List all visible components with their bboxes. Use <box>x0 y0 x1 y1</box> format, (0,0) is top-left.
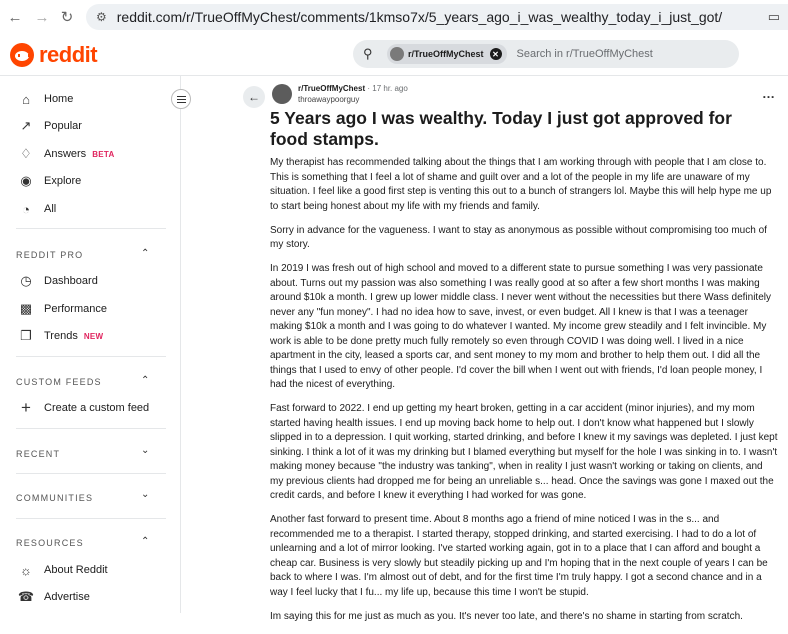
about-icon: ☼ <box>20 562 32 578</box>
subreddit-avatar[interactable] <box>272 84 292 104</box>
collapse-sidebar-button[interactable] <box>171 89 191 109</box>
post-author[interactable]: throawaypoorguy <box>298 95 360 104</box>
section-header-recent[interactable]: RECENT <box>16 449 61 459</box>
sidebar-item-answers[interactable] <box>18 143 115 165</box>
sidebar-item-popular[interactable] <box>18 115 82 137</box>
reddit-logo[interactable] <box>10 42 97 68</box>
sidebar-item-label: Answers <box>44 148 87 160</box>
section-header-resources[interactable]: RESOURCES <box>16 538 84 548</box>
sidebar-item-dashboard[interactable] <box>18 270 98 292</box>
post-paragraph: Im saying this for me just as much as you. It's never too late, and there's no shame in starting from scratch. <box>270 610 743 622</box>
divider <box>16 473 166 474</box>
beta-badge: BETA <box>92 149 115 159</box>
sidebar-item-trends[interactable] <box>18 325 103 347</box>
forward-arrow-icon[interactable]: → <box>34 8 50 26</box>
sidebar-item-label: Advertise <box>44 591 90 603</box>
chevron-down-icon[interactable]: ⌄ <box>141 445 150 456</box>
site-settings-icon[interactable]: ⚙ <box>96 10 107 24</box>
post-body <box>270 156 778 634</box>
brand-name: reddit <box>39 42 98 67</box>
search-bar[interactable] <box>353 40 739 68</box>
sidebar-item-about-reddit[interactable] <box>18 559 108 581</box>
sidebar-item-all[interactable] <box>18 198 56 220</box>
sidebar-item-label: All <box>44 203 57 215</box>
site-header <box>0 34 788 76</box>
reddit-snoo-icon <box>10 43 34 67</box>
back-button[interactable]: ← <box>243 86 265 108</box>
sidebar-item-label: Performance <box>44 303 107 315</box>
all-icon: ◔ <box>22 201 30 217</box>
dashboard-icon: ◷ <box>20 273 32 288</box>
cast-icon[interactable]: ▭ <box>767 9 780 24</box>
chevron-up-icon[interactable]: ⌃ <box>141 248 150 259</box>
sidebar-item-label: Home <box>44 93 74 105</box>
url-text: reddit.com/r/TrueOffMyChest/comments/1kmso7x/5_years_ago_i_was_wealthy_today_i_just_got/ <box>116 9 723 25</box>
home-icon: ⌂ <box>22 91 30 107</box>
section-header-reddit-pro[interactable]: REDDIT PRO <box>16 250 84 260</box>
divider <box>16 518 166 519</box>
advertise-icon: ☎ <box>17 589 35 604</box>
new-badge: NEW <box>83 331 104 341</box>
answers-icon: ♢ <box>20 146 32 161</box>
plus-icon: + <box>21 398 31 417</box>
post-paragraph: Another fast forward to present time. About 8 months ago a friend of mine noticed I was in the s... and recommended me to a therapist. I started therapy, stopped drinking, and started exercising. I had to do a lot of unlearning and a lot of mirror looking. I've started working again, got in to a place that I can afford and bought a cheap car. Business is very slowly but steadily picking up and I'm hoping that in the next couple of years I can be back to where I was. I'm almost out of debt, and for the first time I'm truly happy. I got a second chance and in a way I feel lucky that I fu... my life up, because this time I won't be stupid. <box>270 514 768 598</box>
sidebar-item-advertise[interactable] <box>18 586 90 608</box>
search-icon: ⚲ <box>363 46 373 61</box>
sidebar-item-label: Create a custom feed <box>44 402 150 414</box>
post-paragraph: Fast forward to 2022. I end up getting my heart broken, getting in a car accident (minor injuries), and my mom started having health issues. I end up moving back home to help out. I don't know what happened but I slowly slipped in to a depression. I quit working, started drinking, and before I knew it my savings was depleted. I just kept sinking. I think a lot of it was my drinking but I blamed everything but myself for the hole I was sinking in to. I wasn't making money because "the industry was tanking", when in reality I just wasn't working or taking on clients, and my previous clients had dropped me for being an unreliable s... head. Once the savings was gone I maxed out the credit cards, and before I knew it everything I had worked for was gone. <box>270 403 778 501</box>
more-options-icon[interactable]: … <box>762 86 776 101</box>
menu-icon <box>177 96 186 97</box>
post-paragraph: Sorry in advance for the vagueness. I want to stay as anonymous as possible without compromising too much of my story. <box>270 224 767 250</box>
sidebar-item-home[interactable] <box>18 88 73 110</box>
back-arrow-icon[interactable]: ← <box>7 8 23 26</box>
search-input[interactable]: Search in r/TrueOffMyChest <box>516 48 653 60</box>
chevron-down-icon[interactable]: ⌄ <box>141 489 150 500</box>
chip-label: r/TrueOffMyChest <box>408 49 484 59</box>
sidebar-item-label: Explore <box>44 175 82 187</box>
subreddit-link[interactable]: r/TrueOffMyChest <box>298 84 366 93</box>
post-paragraph: My therapist has recommended talking about the things that I am working through with people that I am close to. This is something that I feel a lot of shame and guilt over and a lot of the people in my life are unaware of my situation. I feel like a good first step is venting this out to a bunch of strangers lol. Maybe this will help hype me up to start being honest about my life with my friends and family. <box>270 157 772 212</box>
sidebar-item-label: Popular <box>44 120 82 132</box>
sidebar-item-label: Dashboard <box>44 275 98 287</box>
chevron-up-icon[interactable]: ⌃ <box>141 536 150 547</box>
post-time: · 17 hr. ago <box>367 84 408 93</box>
subreddit-search-chip[interactable] <box>387 44 507 64</box>
post-title: 5 Years ago I was wealthy. Today I just got approved for food stamps. <box>270 108 732 149</box>
sidebar-item-label: Trends <box>44 330 78 342</box>
left-sidebar <box>0 76 181 613</box>
subreddit-avatar-icon <box>390 47 404 61</box>
chevron-up-icon[interactable]: ⌃ <box>141 375 150 386</box>
divider <box>16 428 166 429</box>
post-meta <box>298 84 408 93</box>
post-paragraph: In 2019 I was fresh out of high school and moved to a different state to pursue something I was very passionate about. Turns out my passion was also something I was really good at so after a few short months I was making around $10k a month. I grew up lower middle class. I never went without the necessities but there Wass definitely never any "fun money". I had no idea how to save, invest, or even budget. All I knew is that I was a teenager making $10k a month and I was going to do whatever I wanted. My income grew steadily and I felt invincible. My work is able to be done pretty much fully remotely so even through COVID I was doing well. I lived in a nice apartment in the city, leased a sports car, and sent money to my mom and brother to help them out. I did all the things that I used to envy of other people. I'd cover the bill when I went out with friends, I'd loan people money, I had the nicest of everything. <box>270 263 771 390</box>
reload-icon[interactable]: ↻ <box>60 9 74 26</box>
close-icon[interactable]: ✕ <box>490 48 502 60</box>
popular-icon: ↗ <box>20 118 32 133</box>
section-header-custom-feeds[interactable]: CUSTOM FEEDS <box>16 377 102 387</box>
sidebar-item-label: About Reddit <box>44 564 108 576</box>
divider <box>16 356 166 357</box>
browser-toolbar <box>0 0 788 34</box>
create-custom-feed-button[interactable] <box>18 397 149 419</box>
sidebar-item-performance[interactable] <box>18 298 107 320</box>
sidebar-item-explore[interactable] <box>18 170 81 192</box>
trends-icon: ❐ <box>20 328 32 343</box>
explore-icon: ◉ <box>20 173 32 188</box>
address-bar[interactable] <box>86 4 788 30</box>
divider <box>16 228 166 229</box>
section-header-communities[interactable]: COMMUNITIES <box>16 493 94 503</box>
performance-icon: ▩ <box>19 301 33 316</box>
